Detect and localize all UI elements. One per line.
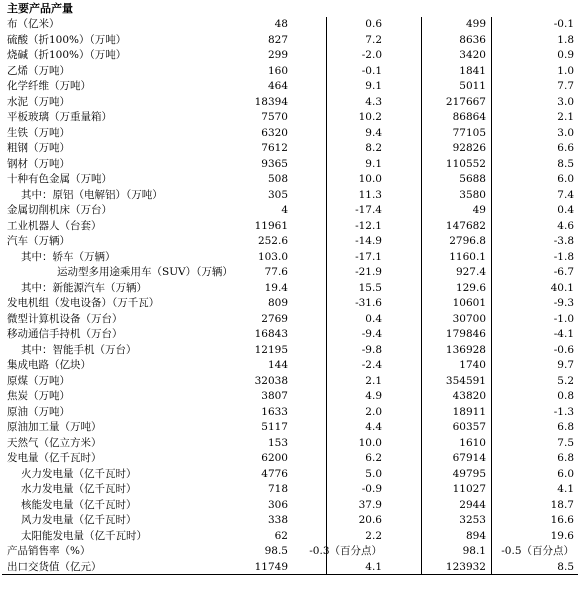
- month-value-cell: 48: [274, 18, 288, 30]
- month-growth-cell: 4.4: [365, 421, 382, 433]
- column-divider: [421, 17, 422, 575]
- month-growth-cell: 10.2: [358, 111, 382, 123]
- product-name-cell: 其中：原铝（电解铝）（万吨）: [21, 188, 163, 201]
- cumulative-growth-cell: -1.3: [553, 405, 574, 418]
- cumulative-growth-cell: 3.0: [557, 95, 574, 108]
- cumulative-value-cell: 92826: [452, 142, 486, 154]
- cumulative-value-cell: 499: [465, 18, 486, 30]
- cumulative-growth-cell: 7.5: [557, 436, 574, 449]
- cumulative-value-cell: 60357: [452, 421, 486, 433]
- cumulative-value-cell: 67914: [452, 452, 486, 464]
- cumulative-growth-cell: 7.4: [557, 188, 574, 201]
- cumulative-value-cell: 1160.1: [449, 250, 486, 263]
- month-growth-cell: 5.0: [365, 467, 382, 480]
- month-value-cell: 305: [267, 188, 288, 201]
- cumulative-growth-cell: 40.1: [550, 281, 574, 294]
- product-name-cell: 原煤（万吨）: [7, 374, 70, 387]
- cumulative-growth-cell: -3.8: [553, 235, 574, 247]
- month-value-cell: 6200: [261, 452, 288, 464]
- month-growth-cell: -14.9: [355, 235, 382, 247]
- month-growth-cell: 0.6: [365, 18, 382, 30]
- month-value-cell: 32038: [254, 374, 288, 387]
- product-name-cell: 运动型多用途乘用车（SUV）（万辆）: [57, 266, 233, 278]
- month-growth-cell: 37.9: [358, 498, 382, 511]
- month-value-cell: 718: [267, 483, 288, 495]
- product-name-cell: 化学纤维（万吨）: [7, 80, 91, 92]
- month-value-cell: 11961: [254, 219, 288, 232]
- product-name-cell: 火力发电量（亿千瓦时）: [21, 467, 137, 480]
- cumulative-growth-cell: -0.5（百分点）: [501, 545, 574, 557]
- month-growth-cell: 10.0: [358, 436, 382, 449]
- product-name-cell: 乙烯（万吨）: [7, 64, 70, 77]
- cumulative-value-cell: 136928: [445, 343, 486, 356]
- cumulative-growth-cell: -6.7: [553, 266, 574, 278]
- cumulative-growth-cell: 6.8: [557, 452, 574, 464]
- month-growth-cell: -0.1: [361, 64, 382, 77]
- month-value-cell: 12195: [254, 343, 288, 356]
- month-growth-cell: 4.3: [365, 95, 382, 108]
- month-growth-cell: 7.2: [365, 33, 382, 46]
- month-value-cell: 827: [267, 33, 288, 46]
- product-name-cell: 十种有色金属（万吨）: [7, 173, 112, 185]
- cumulative-growth-cell: 16.6: [550, 514, 574, 526]
- month-value-cell: 7570: [261, 111, 288, 123]
- month-value-cell: 299: [267, 49, 288, 61]
- month-value-cell: 508: [267, 173, 288, 185]
- cumulative-value-cell: 2796.8: [449, 235, 486, 247]
- product-name-cell: 太阳能发电量（亿千瓦时）: [21, 529, 147, 542]
- month-value-cell: 3807: [261, 390, 288, 402]
- month-value-cell: 18394: [254, 95, 288, 108]
- cumulative-growth-cell: -1.0: [553, 312, 574, 325]
- cumulative-growth-cell: -1.8: [553, 250, 574, 263]
- cumulative-growth-cell: 2.1: [557, 111, 574, 123]
- cumulative-value-cell: 1610: [459, 436, 486, 449]
- cumulative-value-cell: 1740: [459, 359, 486, 371]
- month-growth-cell: 4.9: [365, 390, 382, 402]
- product-name-cell: 发电机组（发电设备）（万千瓦）: [7, 297, 160, 309]
- product-name-cell: 汽车（万辆）: [7, 235, 70, 247]
- cumulative-growth-cell: 0.8: [557, 390, 574, 402]
- month-value-cell: 9365: [261, 157, 288, 170]
- column-divider: [326, 17, 327, 575]
- cumulative-value-cell: 77105: [452, 126, 486, 139]
- month-growth-cell: -2.0: [361, 49, 382, 61]
- product-name-cell: 粗钢（万吨）: [7, 142, 70, 154]
- month-growth-cell: 10.0: [358, 173, 382, 185]
- product-name-cell: 其中：轿车（万辆）: [21, 250, 116, 263]
- product-name-cell: 风力发电量（亿千瓦时）: [21, 514, 137, 526]
- cumulative-value-cell: 98.1: [462, 545, 486, 557]
- product-name-cell: 其中：智能手机（万台）: [21, 343, 137, 356]
- cumulative-value-cell: 5011: [459, 80, 486, 92]
- month-value-cell: 62: [274, 529, 288, 542]
- cumulative-value-cell: 3580: [459, 188, 486, 201]
- cumulative-value-cell: 217667: [445, 95, 486, 108]
- month-value-cell: 4776: [261, 467, 288, 480]
- cumulative-value-cell: 179846: [445, 328, 486, 340]
- cumulative-value-cell: 43820: [452, 390, 486, 402]
- cumulative-growth-cell: 8.5: [557, 560, 574, 573]
- product-name-cell: 产品销售率（%）: [7, 545, 91, 557]
- month-value-cell: 11749: [254, 560, 288, 573]
- product-name-cell: 微型计算机设备（万台）: [7, 312, 123, 325]
- month-value-cell: 153: [267, 436, 288, 449]
- cumulative-value-cell: 129.6: [455, 281, 486, 294]
- cumulative-value-cell: 354591: [445, 374, 486, 387]
- product-name-cell: 钢材（万吨）: [7, 157, 70, 170]
- product-name-cell: 工业机器人（台套）: [7, 219, 102, 232]
- month-growth-cell: 2.0: [365, 405, 382, 418]
- month-value-cell: 16843: [254, 328, 288, 340]
- month-value-cell: 98.5: [264, 545, 288, 557]
- month-growth-cell: 15.5: [358, 281, 382, 294]
- cumulative-growth-cell: 1.0: [557, 64, 574, 77]
- table-title: 主要产品产量: [7, 2, 73, 15]
- cumulative-growth-cell: 4.6: [557, 219, 574, 232]
- cumulative-value-cell: 927.4: [455, 266, 486, 278]
- table-title-row: [2, 0, 578, 17]
- month-growth-cell: 4.1: [365, 560, 382, 573]
- cumulative-growth-cell: -0.6: [553, 343, 574, 356]
- product-name-cell: 烧碱（折100%）（万吨）: [7, 49, 127, 61]
- month-value-cell: 338: [267, 514, 288, 526]
- month-value-cell: 77.6: [264, 266, 288, 278]
- cumulative-value-cell: 8636: [459, 33, 486, 46]
- month-growth-cell: -21.9: [355, 266, 382, 278]
- cumulative-value-cell: 147682: [445, 219, 486, 232]
- month-growth-cell: 9.4: [365, 126, 382, 139]
- cumulative-growth-cell: 18.7: [550, 498, 574, 511]
- cumulative-growth-cell: 6.8: [557, 421, 574, 433]
- cumulative-growth-cell: 4.1: [557, 483, 574, 495]
- cumulative-growth-cell: -0.1: [553, 18, 574, 30]
- month-growth-cell: -9.4: [361, 328, 382, 340]
- month-value-cell: 809: [267, 297, 288, 309]
- cumulative-growth-cell: 6.6: [557, 142, 574, 154]
- cumulative-growth-cell: 9.7: [557, 359, 574, 371]
- product-name-cell: 移动通信手持机（万台）: [7, 328, 123, 340]
- product-name-cell: 核能发电量（亿千瓦时）: [21, 498, 137, 511]
- cumulative-growth-cell: 7.7: [557, 80, 574, 92]
- month-growth-cell: -9.8: [361, 343, 382, 356]
- cumulative-growth-cell: 5.2: [557, 374, 574, 387]
- cumulative-growth-cell: -4.1: [553, 328, 574, 340]
- month-growth-cell: 8.2: [365, 142, 382, 154]
- cumulative-growth-cell: 3.0: [557, 126, 574, 139]
- cumulative-growth-cell: 0.4: [557, 204, 574, 216]
- cumulative-value-cell: 123932: [445, 560, 486, 573]
- cumulative-value-cell: 3253: [459, 514, 486, 526]
- month-growth-cell: 0.4: [365, 312, 382, 325]
- month-growth-cell: -17.1: [355, 250, 382, 263]
- cumulative-growth-cell: 0.9: [557, 49, 574, 61]
- product-name-cell: 硫酸（折100%）（万吨）: [7, 33, 127, 46]
- month-value-cell: 306: [267, 498, 288, 511]
- month-value-cell: 464: [267, 80, 288, 92]
- cumulative-value-cell: 11027: [452, 483, 486, 495]
- cumulative-value-cell: 49: [472, 204, 486, 216]
- month-value-cell: 160: [267, 64, 288, 77]
- month-growth-cell: 20.6: [358, 514, 382, 526]
- month-growth-cell: -0.3（百分点）: [309, 545, 382, 557]
- month-growth-cell: 6.2: [365, 452, 382, 464]
- cumulative-value-cell: 2944: [459, 498, 486, 511]
- product-name-cell: 布（亿米）: [7, 18, 60, 30]
- product-name-cell: 水泥（万吨）: [7, 95, 70, 108]
- product-name-cell: 焦炭（万吨）: [7, 390, 70, 402]
- month-value-cell: 4: [281, 204, 288, 216]
- cumulative-value-cell: 3420: [459, 49, 486, 61]
- cumulative-value-cell: 86864: [452, 111, 486, 123]
- cumulative-value-cell: 5688: [459, 173, 486, 185]
- product-name-cell: 出口交货值（亿元）: [7, 560, 102, 573]
- cumulative-growth-cell: 6.0: [557, 467, 574, 480]
- month-value-cell: 103.0: [257, 250, 288, 263]
- product-name-cell: 生铁（万吨）: [7, 126, 70, 139]
- month-growth-cell: 11.3: [358, 188, 382, 201]
- product-name-cell: 天然气（亿立方米）: [7, 436, 102, 449]
- cumulative-value-cell: 110552: [445, 157, 486, 170]
- month-value-cell: 1633: [261, 405, 288, 418]
- month-growth-cell: -2.4: [361, 359, 382, 371]
- cumulative-growth-cell: -9.3: [553, 297, 574, 309]
- month-growth-cell: 9.1: [365, 157, 382, 170]
- cumulative-value-cell: 894: [465, 529, 486, 542]
- month-growth-cell: -31.6: [355, 297, 382, 309]
- month-value-cell: 5117: [261, 421, 288, 433]
- cumulative-value-cell: 49795: [452, 467, 486, 480]
- product-name-cell: 集成电路（亿块）: [7, 359, 91, 371]
- product-name-cell: 发电量（亿千瓦时）: [7, 452, 102, 464]
- month-growth-cell: -12.1: [355, 219, 382, 232]
- month-growth-cell: 2.1: [365, 374, 382, 387]
- table-bottom-border: [2, 574, 578, 575]
- product-name-cell: 原油（万吨）: [7, 405, 70, 418]
- cumulative-growth-cell: 19.6: [550, 529, 574, 542]
- cumulative-growth-cell: 8.5: [557, 157, 574, 170]
- product-name-cell: 其中：新能源汽车（万辆）: [21, 281, 147, 294]
- cumulative-value-cell: 18911: [452, 405, 486, 418]
- month-growth-cell: -0.9: [361, 483, 382, 495]
- production-table: [2, 0, 578, 575]
- cumulative-value-cell: 1841: [459, 64, 486, 77]
- product-name-cell: 平板玻璃（万重量箱）: [7, 111, 112, 123]
- product-name-cell: 水力发电量（亿千瓦时）: [21, 483, 137, 495]
- month-growth-cell: 9.1: [365, 80, 382, 92]
- month-value-cell: 19.4: [264, 281, 288, 294]
- month-value-cell: 252.6: [257, 235, 288, 247]
- cumulative-value-cell: 30700: [452, 312, 486, 325]
- month-growth-cell: 2.2: [365, 529, 382, 542]
- cumulative-value-cell: 10601: [452, 297, 486, 309]
- month-value-cell: 2769: [261, 312, 288, 325]
- month-value-cell: 144: [267, 359, 288, 371]
- month-growth-cell: -17.4: [355, 204, 382, 216]
- product-name-cell: 原油加工量（万吨）: [7, 421, 102, 433]
- cumulative-growth-cell: 1.8: [557, 33, 574, 46]
- month-value-cell: 6320: [261, 126, 288, 139]
- product-name-cell: 金属切削机床（万台）: [7, 204, 112, 216]
- cumulative-growth-cell: 6.0: [557, 173, 574, 185]
- month-value-cell: 7612: [261, 142, 288, 154]
- column-divider: [491, 17, 492, 575]
